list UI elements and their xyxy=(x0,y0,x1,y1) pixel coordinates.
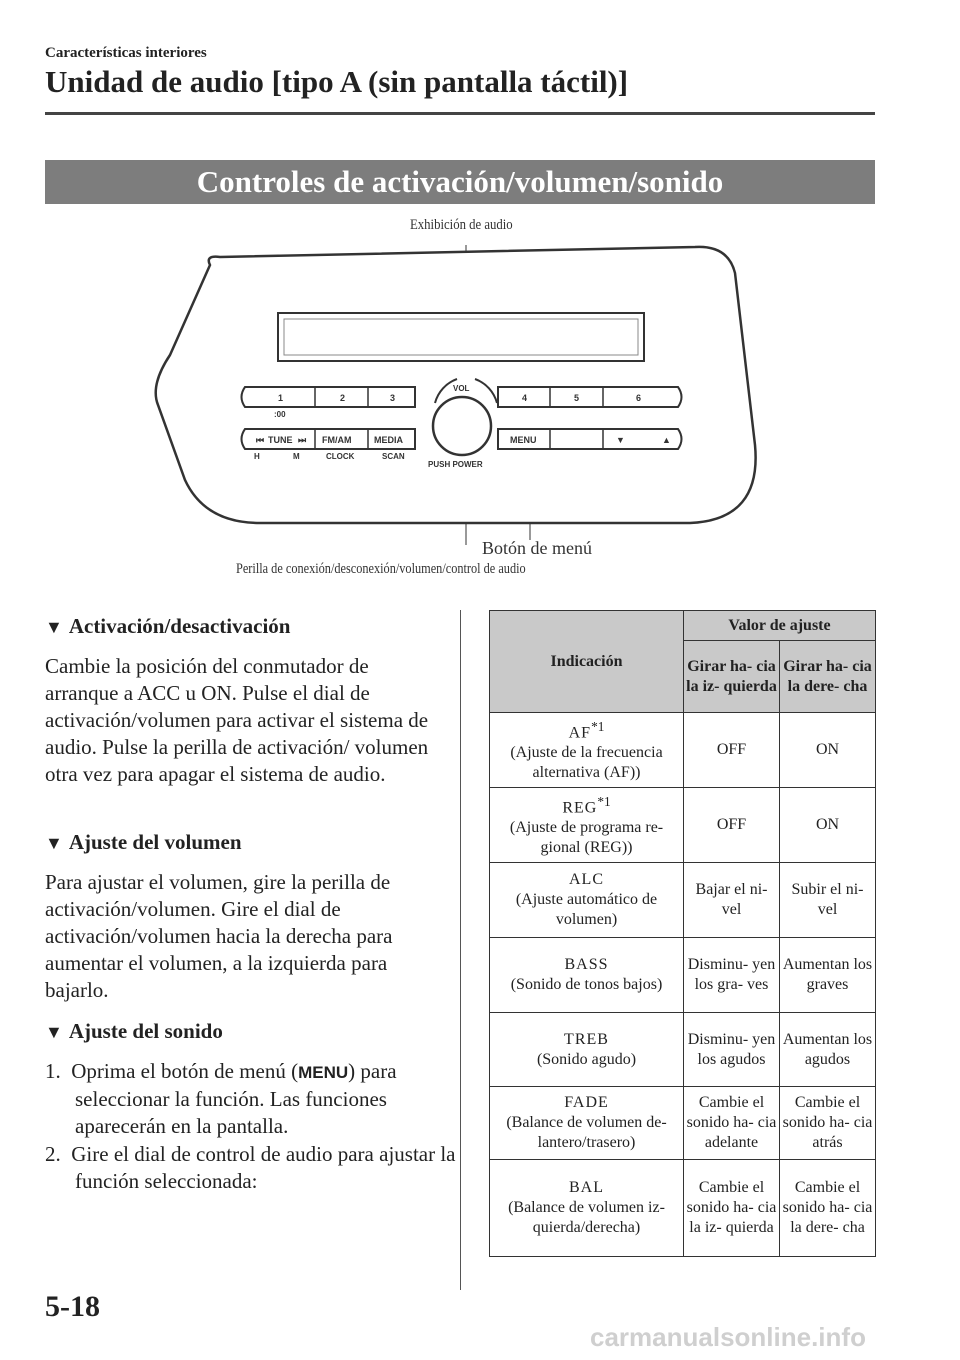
step-1-number: 1. xyxy=(45,1059,61,1083)
table-row xyxy=(490,1013,876,1087)
row-left-value: Bajar el ni- vel xyxy=(684,863,780,938)
settings-table xyxy=(489,610,876,1257)
label-menu-button: Botón de menú xyxy=(482,538,592,558)
tune-button[interactable]: TUNE xyxy=(268,435,293,445)
sub-label-scan: SCAN xyxy=(382,452,405,461)
col-header-left: Girar ha- cia la iz- quierda xyxy=(684,641,780,713)
step-1-text-a: Oprima el botón de menú ( xyxy=(71,1059,299,1083)
heading-volume-text: Ajuste del volumen xyxy=(68,830,242,854)
media-button[interactable]: MEDIA xyxy=(374,435,403,445)
heading-sound xyxy=(45,1019,440,1044)
seek-forward-icon: ⏭ xyxy=(298,435,307,445)
heading-activation xyxy=(45,614,440,639)
preset-button-5[interactable]: 5 xyxy=(574,393,580,403)
table-row xyxy=(490,788,876,863)
step-1-text-b: ) para seleccionar la función. Las funciones aparecerán en la pantalla. xyxy=(75,1059,397,1138)
row-code: BAL xyxy=(569,1179,604,1196)
audio-display xyxy=(278,313,644,361)
triangle-bullet-icon: ▼ xyxy=(45,833,63,853)
row-code: BASS xyxy=(564,956,609,973)
row-code: REG xyxy=(562,799,598,817)
triangle-bullet-icon: ▼ xyxy=(45,617,63,637)
table-row xyxy=(490,713,876,788)
label-audio-display: Exhibición de audio xyxy=(410,217,513,233)
row-desc: (Sonido de tonos bajos) xyxy=(510,976,663,993)
row-right-value: Subir el ni- vel xyxy=(780,863,876,938)
row-code: TREB xyxy=(564,1030,609,1048)
step-1-menu-word: MENU xyxy=(298,1063,349,1082)
preset-button-3[interactable]: 3 xyxy=(390,393,396,403)
paragraph-activation: Cambie la posición del conmutador de arranque a ACC u ON. Pulse el dial de activación/volumen para activar el sistema de audio. Pulse la perilla de activación/ volumen otra vez para apagar el sistema de audio. xyxy=(45,654,429,786)
triangle-bullet-icon: ▼ xyxy=(45,1022,63,1042)
col-header-indication: Indicación xyxy=(490,611,684,713)
title-divider xyxy=(45,112,875,115)
seek-back-icon: ⏮ xyxy=(256,435,265,445)
row-desc: (Ajuste de programa re- gional (REG)) xyxy=(509,819,664,857)
row-right-value: Aumentan los agudos xyxy=(780,1013,876,1087)
push-power-label: PUSH POWER xyxy=(428,460,483,469)
table-row xyxy=(490,863,876,938)
row-code: ALC xyxy=(569,871,604,888)
row-desc: (Sonido agudo) xyxy=(536,1050,637,1068)
col-header-value: Valor de ajuste xyxy=(684,611,876,641)
row-desc: (Ajuste automático de volumen) xyxy=(515,891,658,928)
row-code: FADE xyxy=(564,1094,609,1111)
vol-label: VOL xyxy=(453,384,470,393)
heading-activation-text: Activación/desactivación xyxy=(68,614,291,638)
step-1 xyxy=(45,1058,470,1140)
preset-button-1[interactable]: 1 xyxy=(278,393,284,403)
row-right-value: Cambie el sonido ha- cia la dere- cha xyxy=(780,1160,876,1257)
sub-label-clock: CLOCK xyxy=(326,452,355,461)
step-2-number: 2. xyxy=(45,1142,61,1166)
label-power-volume-knob: Perilla de conexión/desconexión/volumen/control de audio xyxy=(236,561,526,577)
section-banner: Controles de activación/volumen/sonido xyxy=(45,160,875,204)
row-left-value: OFF xyxy=(684,788,780,863)
row-footnote: *1 xyxy=(591,718,605,734)
power-volume-knob[interactable] xyxy=(433,397,491,455)
table-row xyxy=(490,938,876,1013)
up-arrow-icon[interactable]: ▲ xyxy=(662,435,671,445)
step-2 xyxy=(45,1141,470,1195)
row-right-value: Aumentan los graves xyxy=(780,938,876,1013)
fm-am-button[interactable]: FM/AM xyxy=(322,435,352,445)
row-desc: (Balance de volumen iz- quierda/derecha) xyxy=(508,1199,665,1236)
row-right-value: ON xyxy=(780,713,876,788)
page-number: 5-18 xyxy=(45,1290,100,1323)
step-2-text: Gire el dial de control de audio para ajustar la función seleccionada: xyxy=(71,1142,456,1193)
row-left-value: Cambie el sonido ha- cia la iz- quierda xyxy=(684,1160,780,1257)
menu-button[interactable]: MENU xyxy=(510,435,537,445)
col-header-right: Girar ha- cia la dere- cha xyxy=(780,641,876,713)
audio-unit-diagram xyxy=(150,245,770,545)
preset-buttons-left xyxy=(242,387,416,407)
row-right-value: ON xyxy=(780,788,876,863)
watermark: carmanualsonline.info xyxy=(590,1322,866,1352)
page-title: Unidad de audio [tipo A (sin pantalla táctil)] xyxy=(45,64,629,99)
row-left-value: Cambie el sonido ha- cia adelante xyxy=(684,1087,780,1160)
sub-label-00: :00 xyxy=(274,410,286,419)
heading-sound-text: Ajuste del sonido xyxy=(68,1019,223,1043)
sub-label-h: H xyxy=(254,452,260,461)
preset-button-6[interactable]: 6 xyxy=(636,393,642,403)
sub-label-m: M xyxy=(293,452,300,461)
row-footnote: *1 xyxy=(597,793,611,809)
row-left-value: OFF xyxy=(684,713,780,788)
preset-button-2[interactable]: 2 xyxy=(340,393,346,403)
down-arrow-icon[interactable]: ▼ xyxy=(616,435,625,445)
column-divider xyxy=(460,610,461,1290)
preset-button-4[interactable]: 4 xyxy=(522,393,528,403)
row-left-value: Disminu- yen los agudos xyxy=(684,1013,780,1087)
row-right-value: Cambie el sonido ha- cia atrás xyxy=(780,1087,876,1160)
section-label: Características interiores xyxy=(45,45,207,61)
heading-volume xyxy=(45,830,440,855)
row-desc: (Ajuste de la frecuencia alternativa (AF)) xyxy=(510,744,663,782)
row-code: AF xyxy=(568,724,592,742)
table-row xyxy=(490,1160,876,1257)
row-desc: (Balance de volumen de- lantero/trasero) xyxy=(506,1114,667,1151)
row-left-value: Disminu- yen los gra- ves xyxy=(684,938,780,1013)
table-row xyxy=(490,1087,876,1160)
paragraph-volume: Para ajustar el volumen, gire la perilla de activación/volumen. Gire el dial de activación/volumen hacia la derecha para aumentar el volumen, a la izquierda para bajarlo. xyxy=(45,870,393,1002)
